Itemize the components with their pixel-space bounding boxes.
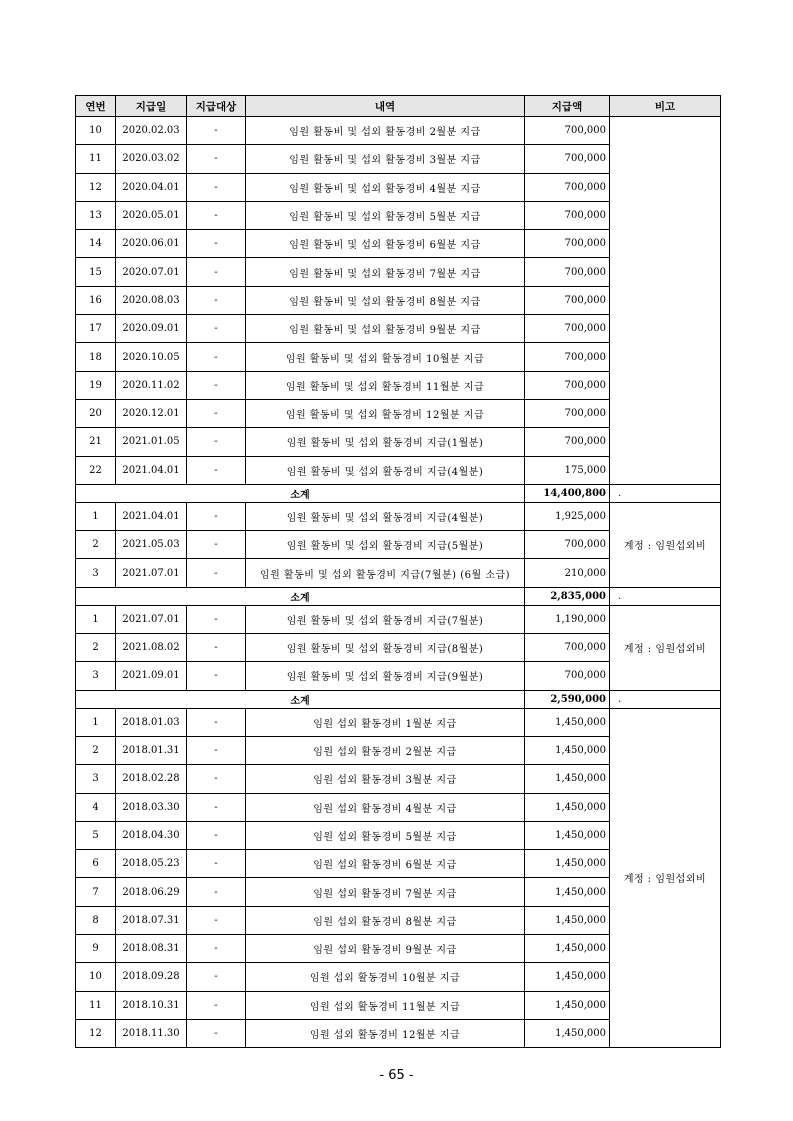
row-target: - <box>187 230 246 258</box>
subtotal-remark: . <box>610 484 721 502</box>
subtotal-label: 소계 <box>76 484 525 502</box>
row-target: - <box>187 258 246 286</box>
row-amount: 1,450,000 <box>525 935 610 963</box>
row-description: 임원 활동비 및 섭외 활동경비 지급(8월분) <box>246 634 525 662</box>
row-no: 7 <box>76 878 116 906</box>
row-target: - <box>187 371 246 399</box>
subtotal-amount: 14,400,800 <box>525 484 610 502</box>
row-description: 임원 활동비 및 섭외 활동경비 5월분 지급 <box>246 201 525 229</box>
table-row <box>76 117 721 145</box>
row-no: 21 <box>76 428 116 456</box>
row-date: 2020.11.02 <box>116 371 187 399</box>
row-no: 22 <box>76 456 116 484</box>
row-target: - <box>187 428 246 456</box>
row-target: - <box>187 456 246 484</box>
row-no: 10 <box>76 117 116 145</box>
row-date: 2018.01.31 <box>116 736 187 764</box>
row-target: - <box>187 1019 246 1047</box>
row-date: 2018.01.03 <box>116 708 187 736</box>
row-target: - <box>187 559 246 587</box>
row-description: 임원 섭외 활동경비 1월분 지급 <box>246 708 525 736</box>
row-amount: 700,000 <box>525 145 610 173</box>
row-amount: 1,190,000 <box>525 605 610 633</box>
row-no: 1 <box>76 605 116 633</box>
header-desc: 내역 <box>246 96 525 117</box>
row-date: 2018.07.31 <box>116 906 187 934</box>
subtotal-label: 소계 <box>76 587 525 605</box>
row-target: - <box>187 117 246 145</box>
row-description: 임원 활동비 및 섭외 활동경비 10월분 지급 <box>246 343 525 371</box>
row-target: - <box>187 793 246 821</box>
row-amount: 700,000 <box>525 399 610 427</box>
group-remark: 계정 : 임원섭외비 <box>610 502 721 587</box>
row-no: 12 <box>76 1019 116 1047</box>
row-description: 임원 활동비 및 섭외 활동경비 지급(1월분) <box>246 428 525 456</box>
row-target: - <box>187 201 246 229</box>
row-date: 2020.04.01 <box>116 173 187 201</box>
row-target: - <box>187 399 246 427</box>
row-target: - <box>187 286 246 314</box>
row-no: 5 <box>76 821 116 849</box>
table-row <box>76 708 721 736</box>
row-amount: 700,000 <box>525 230 610 258</box>
row-no: 13 <box>76 201 116 229</box>
row-description: 임원 섭외 활동경비 11월분 지급 <box>246 991 525 1019</box>
row-amount: 700,000 <box>525 286 610 314</box>
row-description: 임원 활동비 및 섭외 활동경비 지급(4월분) <box>246 502 525 530</box>
row-no: 19 <box>76 371 116 399</box>
row-amount: 700,000 <box>525 662 610 690</box>
group-remark: 계정 : 임원섭외비 <box>610 708 721 1048</box>
row-no: 2 <box>76 736 116 764</box>
row-no: 2 <box>76 634 116 662</box>
row-target: - <box>187 878 246 906</box>
row-target: - <box>187 736 246 764</box>
row-date: 2020.02.03 <box>116 117 187 145</box>
row-amount: 1,450,000 <box>525 906 610 934</box>
row-no: 17 <box>76 315 116 343</box>
row-amount: 700,000 <box>525 315 610 343</box>
row-date: 2021.07.01 <box>116 605 187 633</box>
row-date: 2020.08.03 <box>116 286 187 314</box>
row-target: - <box>187 173 246 201</box>
row-description: 임원 활동비 및 섭외 활동경비 지급(7월분) (6월 소급) <box>246 559 525 587</box>
row-description: 임원 활동비 및 섭외 활동경비 9월분 지급 <box>246 315 525 343</box>
row-no: 3 <box>76 662 116 690</box>
row-description: 임원 섭외 활동경비 5월분 지급 <box>246 821 525 849</box>
row-date: 2021.04.01 <box>116 456 187 484</box>
row-date: 2020.03.02 <box>116 145 187 173</box>
row-date: 2018.05.23 <box>116 850 187 878</box>
row-target: - <box>187 343 246 371</box>
subtotal-amount: 2,590,000 <box>525 690 610 708</box>
row-amount: 700,000 <box>525 201 610 229</box>
row-amount: 1,450,000 <box>525 991 610 1019</box>
row-date: 2018.02.28 <box>116 765 187 793</box>
row-target: - <box>187 662 246 690</box>
subtotal-amount: 2,835,000 <box>525 587 610 605</box>
row-target: - <box>187 708 246 736</box>
row-amount: 1,450,000 <box>525 821 610 849</box>
table-header-row <box>76 96 721 117</box>
row-no: 4 <box>76 793 116 821</box>
row-description: 임원 활동비 및 섭외 활동경비 4월분 지급 <box>246 173 525 201</box>
row-amount: 1,450,000 <box>525 765 610 793</box>
row-date: 2018.10.31 <box>116 991 187 1019</box>
row-date: 2020.12.01 <box>116 399 187 427</box>
row-amount: 1,450,000 <box>525 708 610 736</box>
header-amount: 지급액 <box>525 96 610 117</box>
row-description: 임원 활동비 및 섭외 활동경비 지급(4월분) <box>246 456 525 484</box>
row-target: - <box>187 963 246 991</box>
row-no: 3 <box>76 559 116 587</box>
subtotal-remark: . <box>610 690 721 708</box>
row-description: 임원 섭외 활동경비 12월분 지급 <box>246 1019 525 1047</box>
row-target: - <box>187 935 246 963</box>
row-no: 10 <box>76 963 116 991</box>
row-amount: 700,000 <box>525 371 610 399</box>
row-description: 임원 활동비 및 섭외 활동경비 7월분 지급 <box>246 258 525 286</box>
row-amount: 700,000 <box>525 117 610 145</box>
row-amount: 700,000 <box>525 173 610 201</box>
row-description: 임원 활동비 및 섭외 활동경비 2월분 지급 <box>246 117 525 145</box>
row-date: 2018.11.30 <box>116 1019 187 1047</box>
row-amount: 175,000 <box>525 456 610 484</box>
row-amount: 1,450,000 <box>525 878 610 906</box>
row-no: 14 <box>76 230 116 258</box>
header-remark: 비고 <box>610 96 721 117</box>
row-target: - <box>187 531 246 559</box>
subtotal-row <box>76 690 721 708</box>
row-target: - <box>187 765 246 793</box>
header-target: 지급대상 <box>187 96 246 117</box>
row-amount: 700,000 <box>525 258 610 286</box>
row-date: 2018.04.30 <box>116 821 187 849</box>
row-no: 12 <box>76 173 116 201</box>
row-amount: 700,000 <box>525 634 610 662</box>
table-body <box>76 117 721 1048</box>
row-target: - <box>187 145 246 173</box>
row-amount: 700,000 <box>525 531 610 559</box>
row-description: 임원 섭외 활동경비 4월분 지급 <box>246 793 525 821</box>
row-description: 임원 섭외 활동경비 3월분 지급 <box>246 765 525 793</box>
subtotal-label: 소계 <box>76 690 525 708</box>
row-amount: 1,450,000 <box>525 793 610 821</box>
row-no: 9 <box>76 935 116 963</box>
row-target: - <box>187 605 246 633</box>
row-description: 임원 활동비 및 섭외 활동경비 11월분 지급 <box>246 371 525 399</box>
row-description: 임원 활동비 및 섭외 활동경비 지급(9월분) <box>246 662 525 690</box>
row-no: 20 <box>76 399 116 427</box>
subtotal-remark: . <box>610 587 721 605</box>
row-target: - <box>187 502 246 530</box>
row-date: 2021.07.01 <box>116 559 187 587</box>
row-description: 임원 섭외 활동경비 2월분 지급 <box>246 736 525 764</box>
table-row <box>76 605 721 633</box>
row-date: 2018.09.28 <box>116 963 187 991</box>
row-date: 2020.10.05 <box>116 343 187 371</box>
row-date: 2020.07.01 <box>116 258 187 286</box>
row-description: 임원 섭외 활동경비 8월분 지급 <box>246 906 525 934</box>
row-no: 1 <box>76 502 116 530</box>
row-target: - <box>187 991 246 1019</box>
row-description: 임원 섭외 활동경비 9월분 지급 <box>246 935 525 963</box>
row-amount: 700,000 <box>525 343 610 371</box>
row-description: 임원 활동비 및 섭외 활동경비 지급(7월분) <box>246 605 525 633</box>
subtotal-row <box>76 587 721 605</box>
row-date: 2020.09.01 <box>116 315 187 343</box>
row-no: 1 <box>76 708 116 736</box>
row-no: 18 <box>76 343 116 371</box>
row-date: 2021.08.02 <box>116 634 187 662</box>
row-description: 임원 섭외 활동경비 10월분 지급 <box>246 963 525 991</box>
row-target: - <box>187 634 246 662</box>
subtotal-row <box>76 484 721 502</box>
row-target: - <box>187 850 246 878</box>
row-date: 2020.05.01 <box>116 201 187 229</box>
row-no: 8 <box>76 906 116 934</box>
header-no: 연번 <box>76 96 116 117</box>
row-description: 임원 활동비 및 섭외 활동경비 8월분 지급 <box>246 286 525 314</box>
row-description: 임원 활동비 및 섭외 활동경비 3월분 지급 <box>246 145 525 173</box>
row-description: 임원 섭외 활동경비 6월분 지급 <box>246 850 525 878</box>
payment-table <box>75 95 721 1048</box>
page-number: - 65 - <box>379 1068 414 1083</box>
row-description: 임원 활동비 및 섭외 활동경비 지급(5월분) <box>246 531 525 559</box>
row-no: 16 <box>76 286 116 314</box>
row-amount: 210,000 <box>525 559 610 587</box>
row-no: 15 <box>76 258 116 286</box>
row-amount: 1,450,000 <box>525 963 610 991</box>
row-date: 2020.06.01 <box>116 230 187 258</box>
row-no: 2 <box>76 531 116 559</box>
row-amount: 1,925,000 <box>525 502 610 530</box>
header-date: 지급일 <box>116 96 187 117</box>
row-target: - <box>187 821 246 849</box>
row-date: 2021.04.01 <box>116 502 187 530</box>
row-no: 6 <box>76 850 116 878</box>
group-remark: 계정 : 임원섭외비 <box>610 605 721 690</box>
row-date: 2021.01.05 <box>116 428 187 456</box>
table-row <box>76 502 721 530</box>
row-amount: 1,450,000 <box>525 850 610 878</box>
row-target: - <box>187 315 246 343</box>
row-date: 2018.03.30 <box>116 793 187 821</box>
row-date: 2021.05.03 <box>116 531 187 559</box>
row-description: 임원 섭외 활동경비 7월분 지급 <box>246 878 525 906</box>
row-date: 2021.09.01 <box>116 662 187 690</box>
row-amount: 1,450,000 <box>525 736 610 764</box>
row-description: 임원 활동비 및 섭외 활동경비 6월분 지급 <box>246 230 525 258</box>
row-description: 임원 활동비 및 섭외 활동경비 12월분 지급 <box>246 399 525 427</box>
row-target: - <box>187 906 246 934</box>
row-date: 2018.06.29 <box>116 878 187 906</box>
row-amount: 700,000 <box>525 428 610 456</box>
row-date: 2018.08.31 <box>116 935 187 963</box>
row-amount: 1,450,000 <box>525 1019 610 1047</box>
group-remark <box>610 117 721 485</box>
row-no: 3 <box>76 765 116 793</box>
row-no: 11 <box>76 991 116 1019</box>
row-no: 11 <box>76 145 116 173</box>
